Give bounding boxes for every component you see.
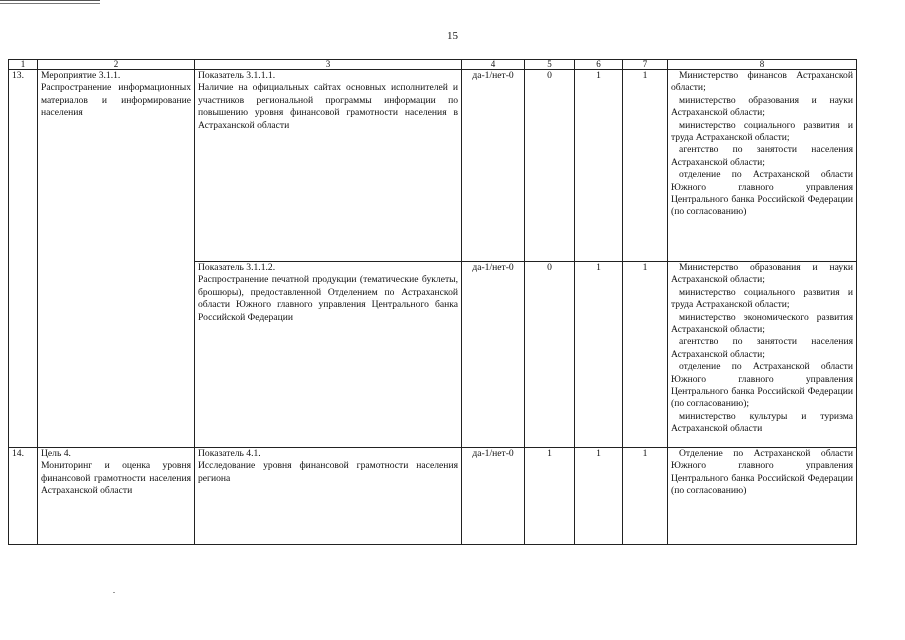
indicator-unit: да-1/нет-0 <box>462 70 525 262</box>
row-number: 14. <box>9 448 38 545</box>
corner-scan-mark <box>0 0 100 4</box>
executor-item: министерство социального развития и труда Астраханской области; <box>671 286 853 311</box>
indicator-unit: да-1/нет-0 <box>462 262 525 448</box>
executor-item: Министерство образования и науки Астраханской области; <box>671 262 853 286</box>
indicator-cell <box>195 262 462 448</box>
col-header-3: 3 <box>195 60 462 70</box>
col-header-6: 6 <box>575 60 623 70</box>
executor-item: агентство по занятости населения Астраханской области; <box>671 336 853 360</box>
indicator-text: Распространение печатной продукции (тематические буклеты, брошюры), предоставленной Отделением по Астраханской области Южного главного управления Центрального банка Российской Федерации <box>198 274 458 323</box>
activity-cell <box>38 448 195 545</box>
value-col6: 1 <box>575 262 623 448</box>
executors-cell <box>668 448 857 545</box>
value-col6: 1 <box>575 70 623 262</box>
column-number-row <box>9 60 857 70</box>
activity-name: Цель 4. Мониторинг и оценка уровня финансовой грамотности населения Астраханской области <box>41 448 191 497</box>
indicator-cell <box>195 448 462 545</box>
row-number: 13. <box>9 70 38 448</box>
value-col7: 1 <box>623 262 668 448</box>
indicator-title: Показатель 4.1. <box>198 448 261 459</box>
executor-item: министерство экономического развития Астраханской области; <box>671 311 853 336</box>
scan-speck <box>113 592 115 593</box>
value-col5: 1 <box>525 448 575 545</box>
col-header-7: 7 <box>623 60 668 70</box>
executor-item: отделение по Астраханской области Южного главного управления Центрального банка Российской Федерации (по согласованию); <box>671 361 853 410</box>
activity-name: Мероприятие 3.1.1. Распространение информационных материалов и информирование населения <box>41 70 191 119</box>
executors-cell <box>668 262 857 448</box>
value-col5: 0 <box>525 262 575 448</box>
value-col7: 1 <box>623 448 668 545</box>
executor-item: отделение по Астраханской области Южного главного управления Центрального банка Российской Федерации (по согласованию) <box>671 169 853 218</box>
value-col6: 1 <box>575 448 623 545</box>
executor-item: министерство образования и науки Астраханской области; <box>671 94 853 119</box>
indicator-cell <box>195 70 462 262</box>
indicator-title: Показатель 3.1.1.2. <box>198 262 276 273</box>
executor-item: Министерство финансов Астраханской области; <box>671 70 853 94</box>
executors-cell <box>668 70 857 262</box>
col-header-1: 1 <box>9 60 38 70</box>
page-number: 15 <box>447 30 458 42</box>
executor-item: Отделение по Астраханской области Южного главного управления Центрального банка Российской Федерации (по согласованию) <box>671 448 853 497</box>
activity-cell <box>38 70 195 448</box>
col-header-2: 2 <box>38 60 195 70</box>
col-header-4: 4 <box>462 60 525 70</box>
program-table <box>8 59 857 545</box>
col-header-8: 8 <box>668 60 857 70</box>
table-row <box>9 70 857 262</box>
executor-item: министерство культуры и туризма Астраханской области <box>671 410 853 435</box>
indicator-text: Исследование уровня финансовой грамотности населения региона <box>198 460 458 484</box>
value-col7: 1 <box>623 70 668 262</box>
indicator-title: Показатель 3.1.1.1. <box>198 70 276 81</box>
col-header-5: 5 <box>525 60 575 70</box>
executor-item: министерство социального развития и труда Астраханской области; <box>671 119 853 144</box>
value-col5: 0 <box>525 70 575 262</box>
indicator-unit: да-1/нет-0 <box>462 448 525 545</box>
indicator-text: Наличие на официальных сайтах основных исполнителей и участников региональной программы информации по повышению уровня финансовой грамотности населения в Астраханской области <box>198 82 458 131</box>
table-row <box>9 448 857 545</box>
executor-item: агентство по занятости населения Астраханской области; <box>671 144 853 168</box>
